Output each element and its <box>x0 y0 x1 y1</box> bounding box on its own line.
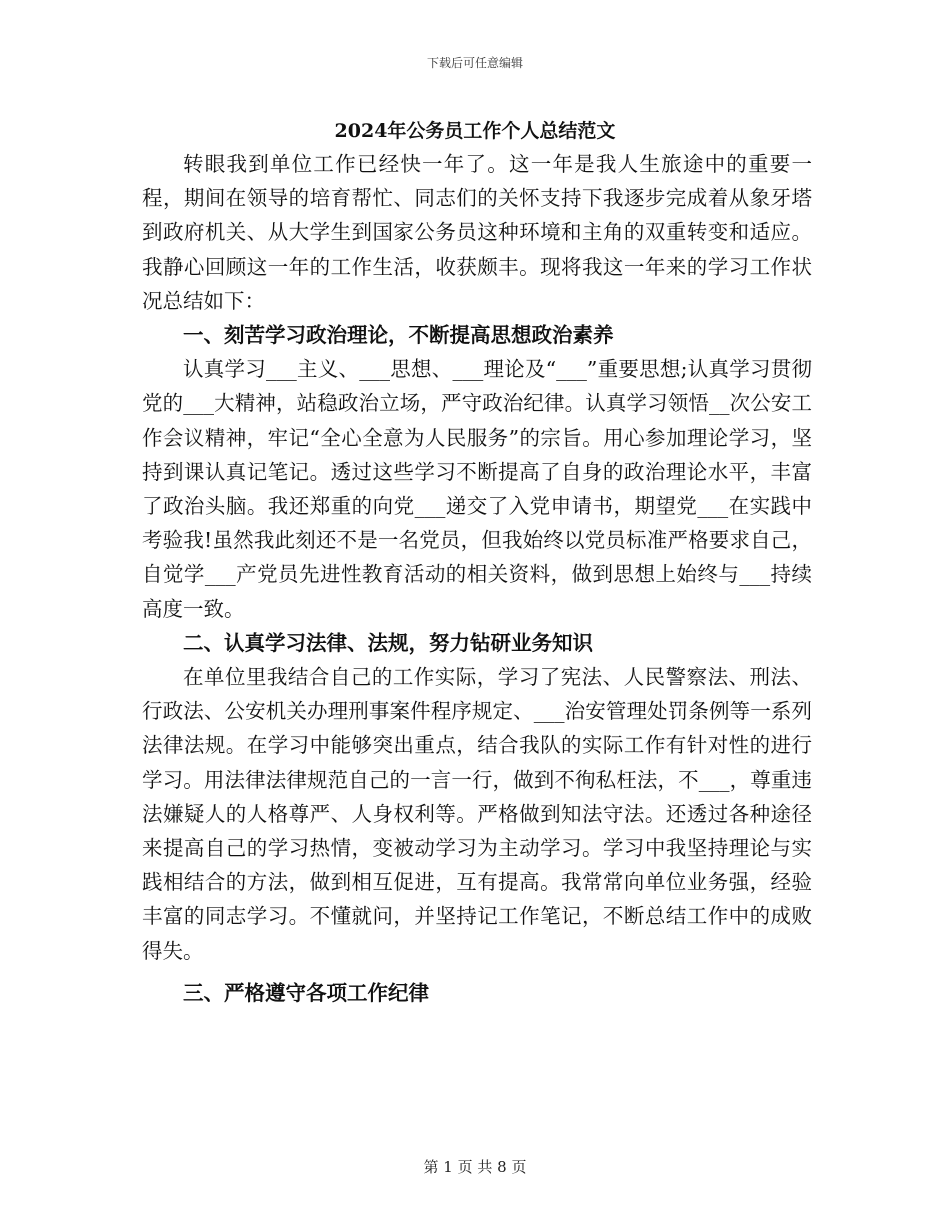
page-number: 第 1 页 共 8 页 <box>423 1158 527 1176</box>
page-header-note: 下载后可任意编辑 <box>426 56 523 70</box>
section-heading-1: 一、刻苦学习政治理论，不断提高思想政治素养 <box>183 323 614 348</box>
document-title: 2024年公务员工作个人总结范文 <box>334 120 616 142</box>
section-heading-2: 二、认真学习法律、法规，努力钻研业务知识 <box>183 630 593 655</box>
section-body-1: 认真学习___主义、___思想、___理论及“___”重要思想;认真学习贯彻党的___大精神，站稳政治立场，严守政治纪律。认真学习领悟__次公安工作会议精神，牢记“全心全意为人民服务”的宗旨。用心参加理论学习，坚持到课认真记笔记。透过这些学习不断提高了自身的政治理论水平，丰富了政治头脑。我还郑重的向党___递交了入党申请书，期望党___在实践中考验我!虽然我此刻还不是一名党员，但我始终以党员标准严格要求自己，自觉学___产党员先进性教育活动的相关资料，做到思想上始终与___持续高度一致。 <box>142 357 812 621</box>
section-body-2: 在单位里我结合自己的工作实际，学习了宪法、人民警察法、刑法、行政法、公安机关办理刑事案件程序规定、___治安管理处罚条例等一系列法律法规。在学习中能够突出重点，结合我队的实际工作有针对性的进行学习。用法律法律规范自己的一言一行，做到不徇私枉法，不___，尊重违法嫌疑人的人格尊严、人身权利等。严格做到知法守法。还透过各种途径来提高自己的学习热情，变被动学习为主动学习。学习中我坚持理论与实践相结合的方法，做到相互促进，互有提高。我常常向单位业务强，经验丰富的同志学习。不懂就问，并坚持记工作笔记，不断总结工作中的成败得失。 <box>142 665 812 963</box>
document-body <box>142 147 812 1010</box>
intro-paragraph: 转眼我到单位工作已经快一年了。这一年是我人生旅途中的重要一程，期间在领导的培育帮忙、同志们的关怀支持下我逐步完成着从象牙塔到政府机关、从大学生到国家公务员这种环境和主角的双重转变和适应。我静心回顾这一年的工作生活，收获颇丰。现将我这一年来的学习工作状况总结如下： <box>142 152 812 313</box>
section-heading-3: 三、严格遵守各项工作纪律 <box>183 980 429 1005</box>
